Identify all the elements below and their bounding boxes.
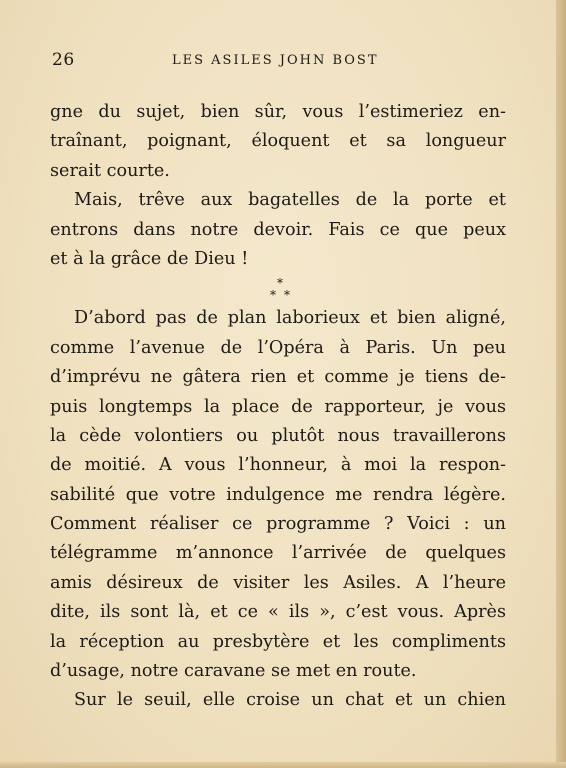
text-line: télégramme m’annonce l’arrivée de quelques (50, 543, 506, 564)
text-line: d’usage, notre caravane se met en route. (50, 661, 417, 682)
text-line: traînant, poignant, éloquent et sa longueur (50, 131, 506, 152)
text-line: entrons dans notre devoir. Fais ce que peux (50, 219, 506, 240)
asterism-star: * (284, 288, 290, 303)
text-line: comme l’avenue de l’Opéra à Paris. Un peu (50, 337, 506, 358)
asterism-divider (50, 274, 506, 304)
text-line: d’imprévu ne gâtera rien et comme je tiens de- (50, 367, 506, 388)
text-line: la réception au presbytère et les compliments (50, 631, 506, 652)
text-line: Mais, trêve aux bagatelles de la porte et (74, 190, 506, 211)
text-line: Sur le seuil, elle croise un chat et un chien (74, 690, 506, 711)
page-header (52, 50, 496, 72)
text-line: D’abord pas de plan laborieux et bien aligné, (74, 308, 506, 329)
text-line: Comment réaliser ce programme ? Voici : un (50, 514, 506, 535)
page-edge-bottom (0, 762, 566, 768)
running-head: LES ASILES JOHN BOST (172, 53, 379, 68)
text-line: gne du sujet, bien sûr, vous l’estimeriez en- (50, 102, 506, 122)
page-edge-right (556, 0, 566, 768)
text-line: sabilité que votre indulgence me rendra légère. (50, 484, 506, 505)
text-line: serait courte. (50, 160, 170, 181)
text-line: de moitié. A vous l’honneur, à moi la respon- (50, 455, 506, 476)
page-number: 26 (52, 50, 75, 70)
asterism-star: * (277, 276, 283, 291)
text-line: dite, ils sont là, et ce « ils », c’est vous. Après (50, 602, 506, 623)
text-line: amis désireux de visiter les Asiles. A l’heure (50, 572, 506, 593)
text-line: et à la grâce de Dieu ! (50, 248, 249, 269)
text-line: la cède volontiers ou plutôt nous travaillerons (50, 425, 506, 446)
body-text (50, 98, 506, 716)
asterism-star: * (270, 288, 276, 303)
text-line: puis longtemps la place de rapporteur, je vous (50, 396, 506, 417)
